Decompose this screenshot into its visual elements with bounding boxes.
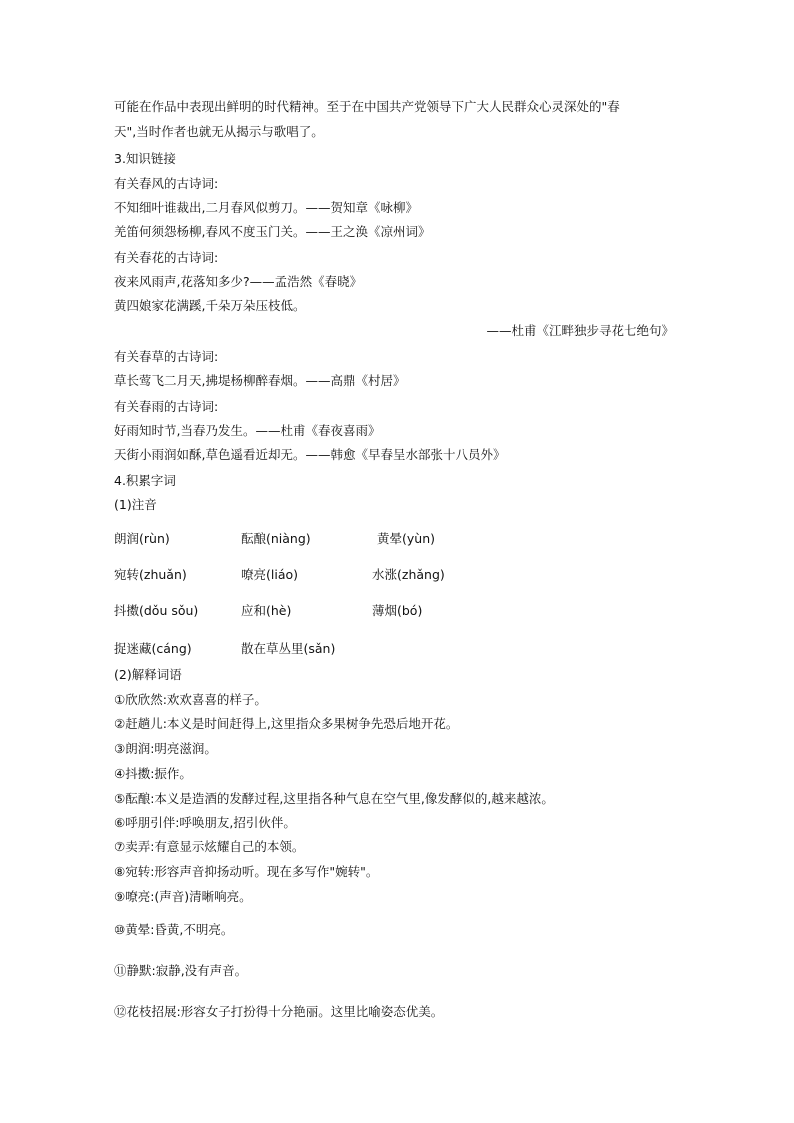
- definition-item: ⑫花枝招展:形容女子打扮得十分艳丽。这里比喻姿态优美。: [114, 1004, 444, 1019]
- section-4-heading: 4.积累字词: [114, 473, 176, 488]
- section-3-heading: 3.知识链接: [114, 151, 176, 166]
- spring-wind-heading: 有关春风的古诗词:: [114, 176, 219, 191]
- pronunciation-heading: (1)注音: [114, 497, 157, 512]
- poem-line: 天街小雨润如酥,草色遥看近却无。——韩愈《早春呈水部张十八员外》: [114, 447, 506, 462]
- definition-item: ⑥呼朋引伴:呼唤朋友,招引伙伴。: [114, 815, 296, 830]
- pronunciation-item: 水涨(zhǎng): [372, 567, 445, 582]
- spring-grass-heading: 有关春草的古诗词:: [114, 349, 219, 364]
- pronunciation-item: 抖擞(dǒu sǒu): [114, 603, 199, 618]
- poem-line: 夜来风雨声,花落知多少?——孟浩然《春晓》: [114, 274, 363, 289]
- pronunciation-item: 应和(hè): [241, 603, 292, 618]
- spring-rain-heading: 有关春雨的古诗词:: [114, 399, 219, 414]
- poem-attribution: ——杜甫《江畔独步寻花七绝句》: [486, 323, 674, 338]
- definition-item: ⑪静默:寂静,没有声音。: [114, 963, 248, 978]
- intro-line-2: 天",当时作者也就无从揭示与歌唱了。: [114, 124, 324, 139]
- pronunciation-item: 黄晕(yùn): [377, 531, 435, 546]
- poem-line: 黄四娘家花满蹊,千朵万朵压枝低。: [114, 298, 306, 313]
- pronunciation-item: 宛转(zhuǎn): [114, 567, 187, 582]
- definition-item: ②赶趟儿:本义是时间赶得上,这里指众多果树争先恐后地开花。: [114, 716, 459, 731]
- intro-line-1: 可能在作品中表现出鲜明的时代精神。至于在中国共产党领导下广大人民群众心灵深处的"春: [114, 99, 620, 114]
- definition-item: ③朗润:明亮滋润。: [114, 741, 217, 756]
- pronunciation-item: 捉迷藏(cáng): [114, 641, 192, 656]
- definition-item: ①欣欣然:欢欢喜喜的样子。: [114, 692, 267, 707]
- pronunciation-item: 酝酿(niàng): [241, 531, 311, 546]
- pronunciation-item: 散在草丛里(sǎn): [241, 641, 336, 656]
- definition-item: ⑨嘹亮:(声音)清晰响亮。: [114, 889, 252, 904]
- definition-item: ⑧宛转:形容声音抑扬动听。现在多写作"婉转"。: [114, 864, 379, 879]
- definition-item: ⑦卖弄:有意显示炫耀自己的本领。: [114, 839, 305, 854]
- pronunciation-item: 嘹亮(liáo): [241, 567, 299, 582]
- definitions-heading: (2)解释词语: [114, 667, 182, 682]
- spring-flower-heading: 有关春花的古诗词:: [114, 250, 219, 265]
- poem-line: 羌笛何须怨杨柳,春风不度玉门关。——王之涣《凉州词》: [114, 224, 431, 239]
- pronunciation-item: 朗润(rùn): [114, 531, 170, 546]
- definition-item: ⑩黄晕:昏黄,不明亮。: [114, 922, 234, 937]
- definition-item: ⑤酝酿:本义是造酒的发酵过程,这里指各种气息在空气里,像发酵似的,越来越浓。: [114, 791, 554, 806]
- pronunciation-item: 薄烟(bó): [372, 603, 423, 618]
- poem-line: 草长莺飞二月天,拂堤杨柳醉春烟。——高鼎《村居》: [114, 373, 406, 388]
- poem-line: 不知细叶谁裁出,二月春风似剪刀。——贺知章《咏柳》: [114, 200, 418, 215]
- definition-item: ④抖擞:振作。: [114, 766, 192, 781]
- poem-line: 好雨知时节,当春乃发生。——杜甫《春夜喜雨》: [114, 423, 381, 438]
